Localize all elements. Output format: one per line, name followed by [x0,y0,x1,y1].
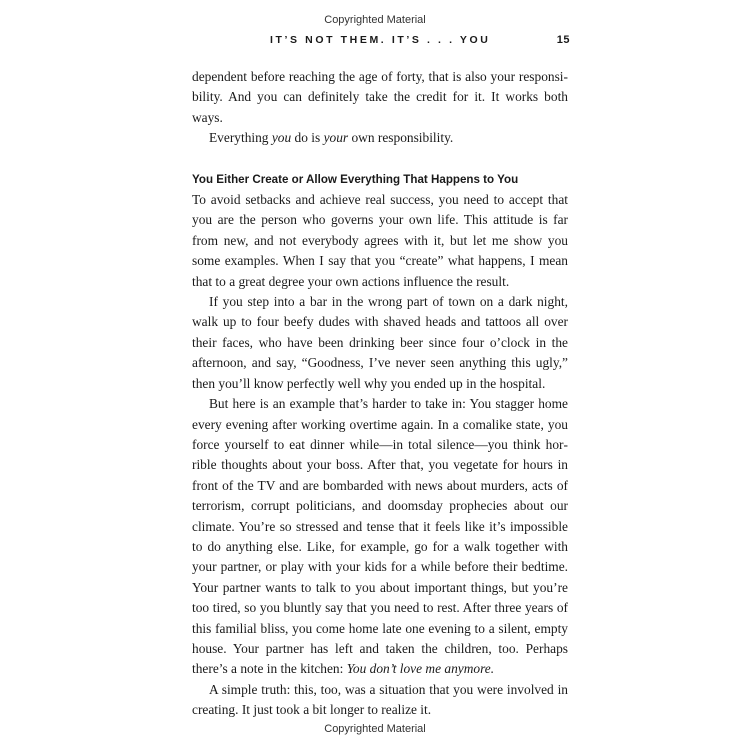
paragraph-1: dependent before reaching the age of forty, that is also your responsibility. And you can definitely take the credit for it. It works both ways. [192,69,568,125]
paragraph-2-text-e: own responsibility. [348,130,454,146]
paragraph-5-text: But here is an example that’s harder to take in: You stagger home every evening after working overtime again. In a comalike state, you force yourself to eat dinner while—in total silence—you think horrible thoughts about your boss. After that, you vegetate for hours in front of the TV and are bombarded with news about murders, acts of terrorism, corrupt politicians, and doomsday prophecies about our climate. You’re so stressed and tense that it feels like it’s impossible to do anything else. Like, for example, go for a walk together with your partner, or play with your kids for a while before their bedtime. Your partner wants to talk to you about important things, but you’re too tired, so you bluntly say that you need to rest. After three years of this familial bliss, you come home late one evening to a silent, empty house. Your partner has left and taken the children, too. Perhaps there’s a note in the kitchen: [192,396,568,677]
section-heading: You Either Create or Allow Everything That Happens to You [192,172,519,186]
copyright-notice-top: Copyrighted Material [324,14,426,26]
paragraph-2-emphasis-your: your [323,130,349,146]
paragraph-5 [192,394,568,680]
paragraph-5-note: You don’t love me anymore. [346,661,495,677]
paragraph-2-text-c: do is [291,130,324,146]
paragraph-4: If you step into a bar in the wrong part of town on a dark night, walk up to four beefy dudes with shaved heads and tattoos all over their faces, who have been drinking beer since four o’clock in the afternoon, and say, “Goodness, I’ve never seen anything this ugly,” then you’ll know perfectly well why you ended up in the hospital. [192,294,568,391]
running-head [0,34,750,50]
chapter-title: IT’S NOT THEM. IT’S . . . YOU [270,34,491,46]
page-body [192,67,568,721]
copyright-notice-bottom: Copyrighted Material [324,723,426,735]
paragraph-3: To avoid setbacks and achieve real success, you need to accept that you are the person who governs your own life. This attitude is far from new, and not everybody agrees with it, but let me show you some examples. When I say that you “create” what happens, I mean that to a great degree your own actions influence the result. [192,192,568,289]
section-spacer [192,149,568,170]
page-number: 15 [556,34,570,46]
paragraph-2-emphasis-you: you [271,130,292,146]
paragraph-2-text-a: Everything [209,130,272,146]
paragraph-2 [192,128,568,148]
paragraph-6: A simple truth: this, too, was a situation that you were involved in creating. It just took a bit longer to realize it. [192,681,568,718]
